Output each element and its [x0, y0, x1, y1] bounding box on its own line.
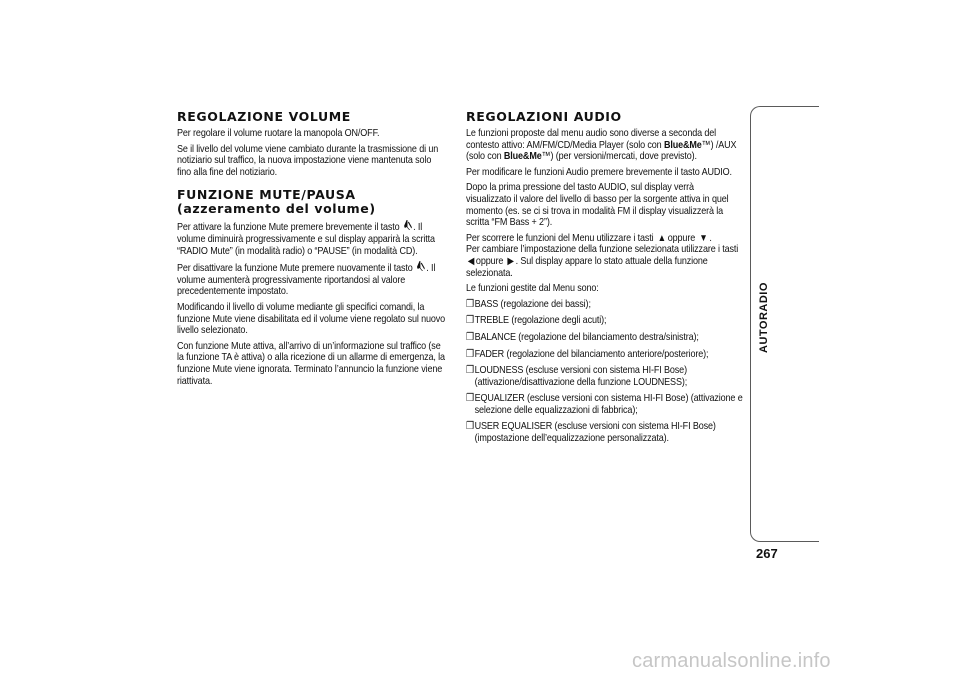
paragraph: Con funzione Mute attiva, all’arrivo di un’informazione sul traffico (se la funzione TA è attiva) o alla ricezione di un allarme di emergenza, la funzione Mute viene ignorata. Terminato l’annuncio la funzione viene riattivata. [177, 339, 445, 387]
text: oppure [667, 231, 696, 244]
text: . Sul display appare lo stato attuale della funzione selezionata. [466, 254, 708, 279]
text: . Il volume aumenterà progressivamente riportandosi al valore precedentemente impostato. [177, 262, 436, 298]
checkbox-bullet-icon: ❒ [466, 330, 474, 343]
text: ™) (per versioni/mercati, dove previsto). [541, 150, 697, 163]
text: Per cambiare l’impostazione della funzione selezionata utilizzare i tasti [466, 243, 739, 256]
heading-line-1: FUNZIONE MUTE/PAUSA [177, 187, 356, 203]
paragraph: Se il livello del volume viene cambiato durante la trasmissione di un notiziario sul traffico, la nuova impostazione viene mantenuta solo fino alla fine del notiziario. [177, 142, 439, 178]
section-tab-label: AUTORADIO [758, 282, 770, 354]
text: . [709, 231, 712, 244]
list-item [466, 299, 750, 311]
text: Per attivare la funzione Mute premere brevemente il tasto [177, 221, 400, 234]
paragraph [177, 220, 446, 257]
arrow-right-icon: ▶ [507, 255, 514, 267]
list-item-text: TREBLE (regolazione degli acuti); [474, 314, 607, 327]
list-item [466, 332, 750, 344]
list-item [466, 393, 750, 416]
heading-regolazione-volume: REGOLAZIONE VOLUME [177, 109, 351, 124]
checkbox-bullet-icon: ❒ [466, 392, 474, 405]
right-column [466, 110, 742, 450]
text: Per disattivare la funzione Mute premere nuovamente il tasto [177, 262, 413, 275]
page-number: 267 [756, 546, 778, 561]
text: Per scorrere le funzioni del Menu utilizzare i tasti [466, 231, 654, 244]
list-item [466, 315, 750, 327]
left-column [177, 110, 447, 391]
checkbox-bullet-icon: ❒ [466, 364, 474, 377]
list-item-text: BASS (regolazione dei bassi); [474, 297, 591, 310]
paragraph: Dopo la prima pressione del tasto AUDIO, sul display verrà visualizzato il valore del livello di basso per la sorgente attiva in quel momento (es. se ci si trova in modalità FM il display visualizzerà la scritta “FM Bass + 2”). [466, 181, 729, 229]
heading-funzione-mute [177, 188, 447, 216]
checkbox-bullet-icon: ❒ [466, 347, 474, 360]
paragraph: Per regolare il volume ruotare la manopola ON/OFF. [177, 127, 380, 139]
arrow-down-icon: ▼ [699, 232, 708, 244]
list-item-text: BALANCE (regolazione del bilanciamento destra/sinistra); [474, 330, 699, 343]
mute-button-icon [404, 220, 412, 234]
arrow-left-icon: ◀ [467, 255, 475, 267]
list-item-text: LOUDNESS (escluse versioni con sistema HI-FI Bose) (attivazione/disattivazione della funzione LOUDNESS); [474, 364, 688, 388]
arrow-up-icon: ▲ [657, 232, 667, 244]
list-item-text: FADER (regolazione del bilanciamento anteriore/posteriore); [474, 347, 709, 360]
list-item-text: EQUALIZER (escluse versioni con sistema HI-FI Bose) (attivazione e selezione delle equalizzazioni di fabbrica); [474, 392, 743, 416]
list-item [466, 365, 750, 388]
text: Le funzioni proposte dal menu audio sono diverse a seconda del contesto attivo: AM/FM/CD/Media Player (solo con [466, 127, 717, 151]
brand-text: Blue&Me [663, 138, 702, 151]
list-item [466, 421, 750, 444]
paragraph: Per modificare le funzioni Audio premere brevemente il tasto AUDIO. [466, 165, 732, 178]
text: oppure [475, 254, 504, 267]
paragraph: Modificando il livello di volume mediante gli specifici comandi, la funzione Mute viene disabilitata ed il volume viene regolato sul nuovo livello selezionato. [177, 300, 446, 337]
checkbox-bullet-icon: ❒ [466, 420, 474, 433]
list-item [466, 349, 750, 361]
brand-text: Blue&Me [503, 150, 542, 163]
heading-regolazioni-audio: REGOLAZIONI AUDIO [466, 109, 622, 124]
checkbox-bullet-icon: ❒ [466, 297, 474, 310]
watermark: carmanualsonline.info [632, 650, 831, 672]
paragraph [466, 128, 741, 163]
mute-button-icon [417, 261, 425, 275]
paragraph: Le funzioni gestite dal Menu sono: [466, 282, 599, 295]
paragraph [177, 261, 446, 298]
menu-functions-list [466, 299, 742, 445]
text: ™) /AUX (solo con [466, 138, 737, 163]
checkbox-bullet-icon: ❒ [466, 314, 474, 327]
text: . Il volume diminuirà progressivamente e sul display apparirà la scritta “RADIO Mute” (in modalità radio) o “PAUSE” (in modalità CD). [177, 221, 435, 257]
paragraph [466, 233, 741, 279]
heading-line-2: (azzeramento del volume) [177, 201, 376, 217]
list-item-text: USER EQUALISER (escluse versioni con sistema HI-FI Bose) (impostazione dell’equalizzazione personalizzata). [474, 420, 716, 445]
